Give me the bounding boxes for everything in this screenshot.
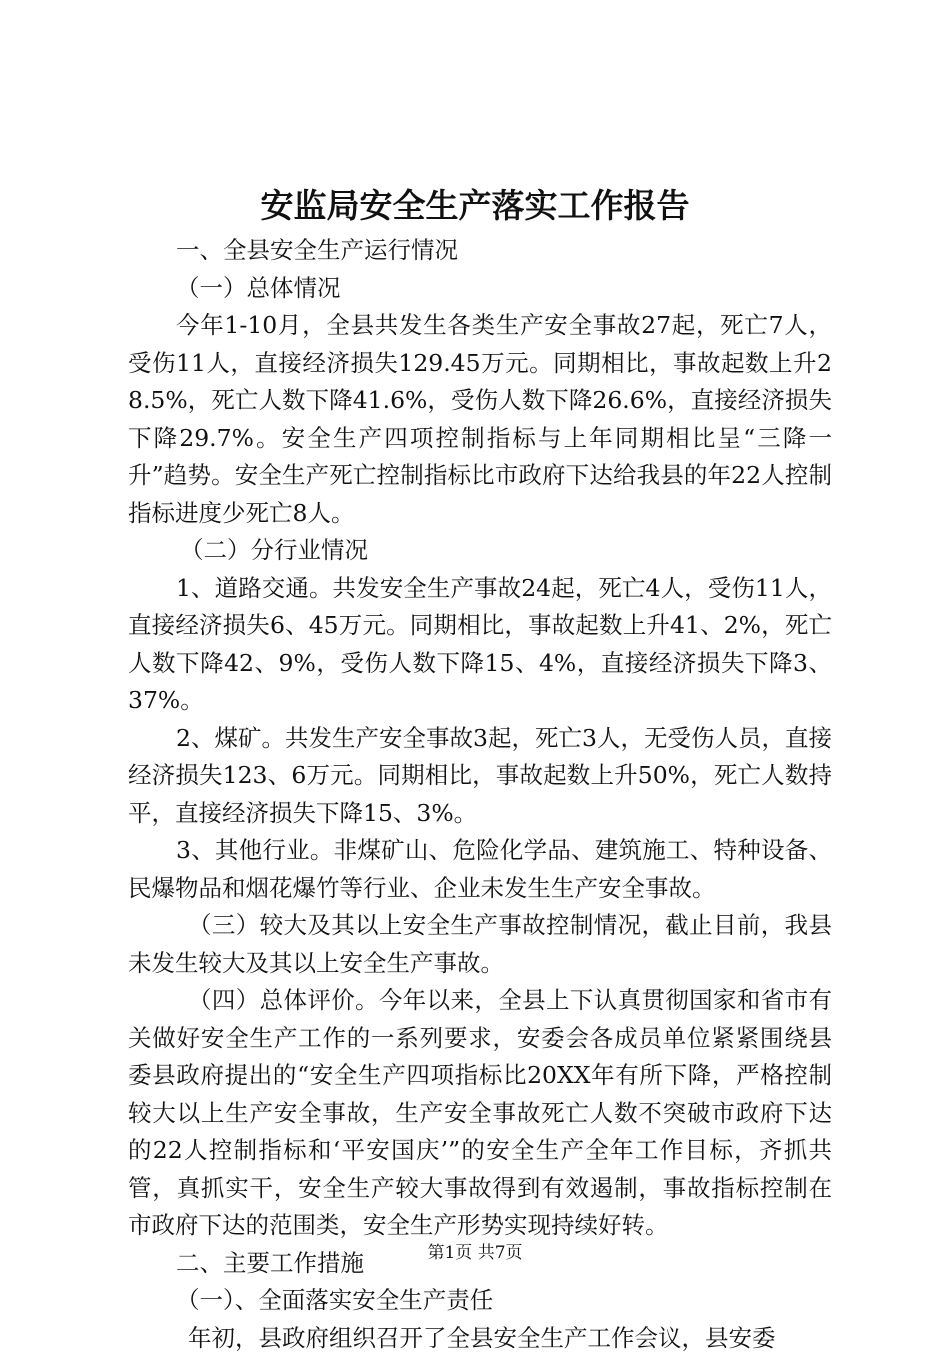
section-heading-1: 一、全县安全生产运行情况: [128, 232, 832, 270]
paragraph-major-accident-control: （三）较大及其以上安全生产事故控制情况，截止目前，我县未发生较大及其以上安全生产事故。: [128, 907, 832, 982]
section-heading-2: 二、主要工作措施: [128, 1245, 832, 1283]
paragraph-overall-evaluation: （四）总体评价。今年以来，全县上下认真贯彻国家和省市有关做好安全生产工作的一系列要求，安委会各成员单位紧紧围绕县委县政府提出的“安全生产四项指标比20XX年有所下降，严格控制较大以上生产安全事故，生产安全事故死亡人数不突破市政府下达的22人控制指标和‘平安国庆’”的安全生产全年工作目标，齐抓共管，真抓实干，安全生产较大事故得到有效遏制，事故指标控制在市政府下达的范围类，安全生产形势实现持续好转。: [128, 982, 832, 1245]
page-footer: 第1页 共7页: [0, 1242, 950, 1264]
paragraph-other-industries: 3、其他行业。非煤矿山、危险化学品、建筑施工、特种设备、民爆物品和烟花爆竹等行业、企业未发生生产安全事故。: [128, 832, 832, 907]
paragraph-overall-stats: 今年1-10月，全县共发生各类生产安全事故27起，死亡7人，受伤11人，直接经济损失129.45万元。同期相比，事故起数上升28.5%，死亡人数下降41.6%，受伤人数下降26.6%，直接经济损失下降29.7%。安全生产四项控制指标与上年同期相比呈“三降一升”趋势。安全生产死亡控制指标比市政府下达给我县的年22人控制指标进度少死亡8人。: [128, 307, 832, 532]
document-body: [128, 232, 832, 1357]
subsection-heading-responsibility: （一）、全面落实安全生产责任: [128, 1282, 832, 1320]
document-title: 安监局安全生产落实工作报告: [0, 184, 950, 228]
subsection-heading-by-industry: （二）分行业情况: [128, 532, 832, 570]
subsection-heading-overall: （一）总体情况: [128, 270, 832, 308]
paragraph-meeting: 年初，县政府组织召开了全县安全生产工作会议，县安委: [128, 1320, 832, 1357]
paragraph-road-traffic: 1、道路交通。共发安全生产事故24起，死亡4人，受伤11人，直接经济损失6、45万元。同期相比，事故起数上升41、2%，死亡人数下降42、9%，受伤人数下降15、4%，直接经济损失下降3、37%。: [128, 570, 832, 720]
paragraph-coal-mine: 2、煤矿。共发生产安全事故3起，死亡3人，无受伤人员，直接经济损失123、6万元。同期相比，事故起数上升50%，死亡人数持平，直接经济损失下降15、3%。: [128, 720, 832, 833]
